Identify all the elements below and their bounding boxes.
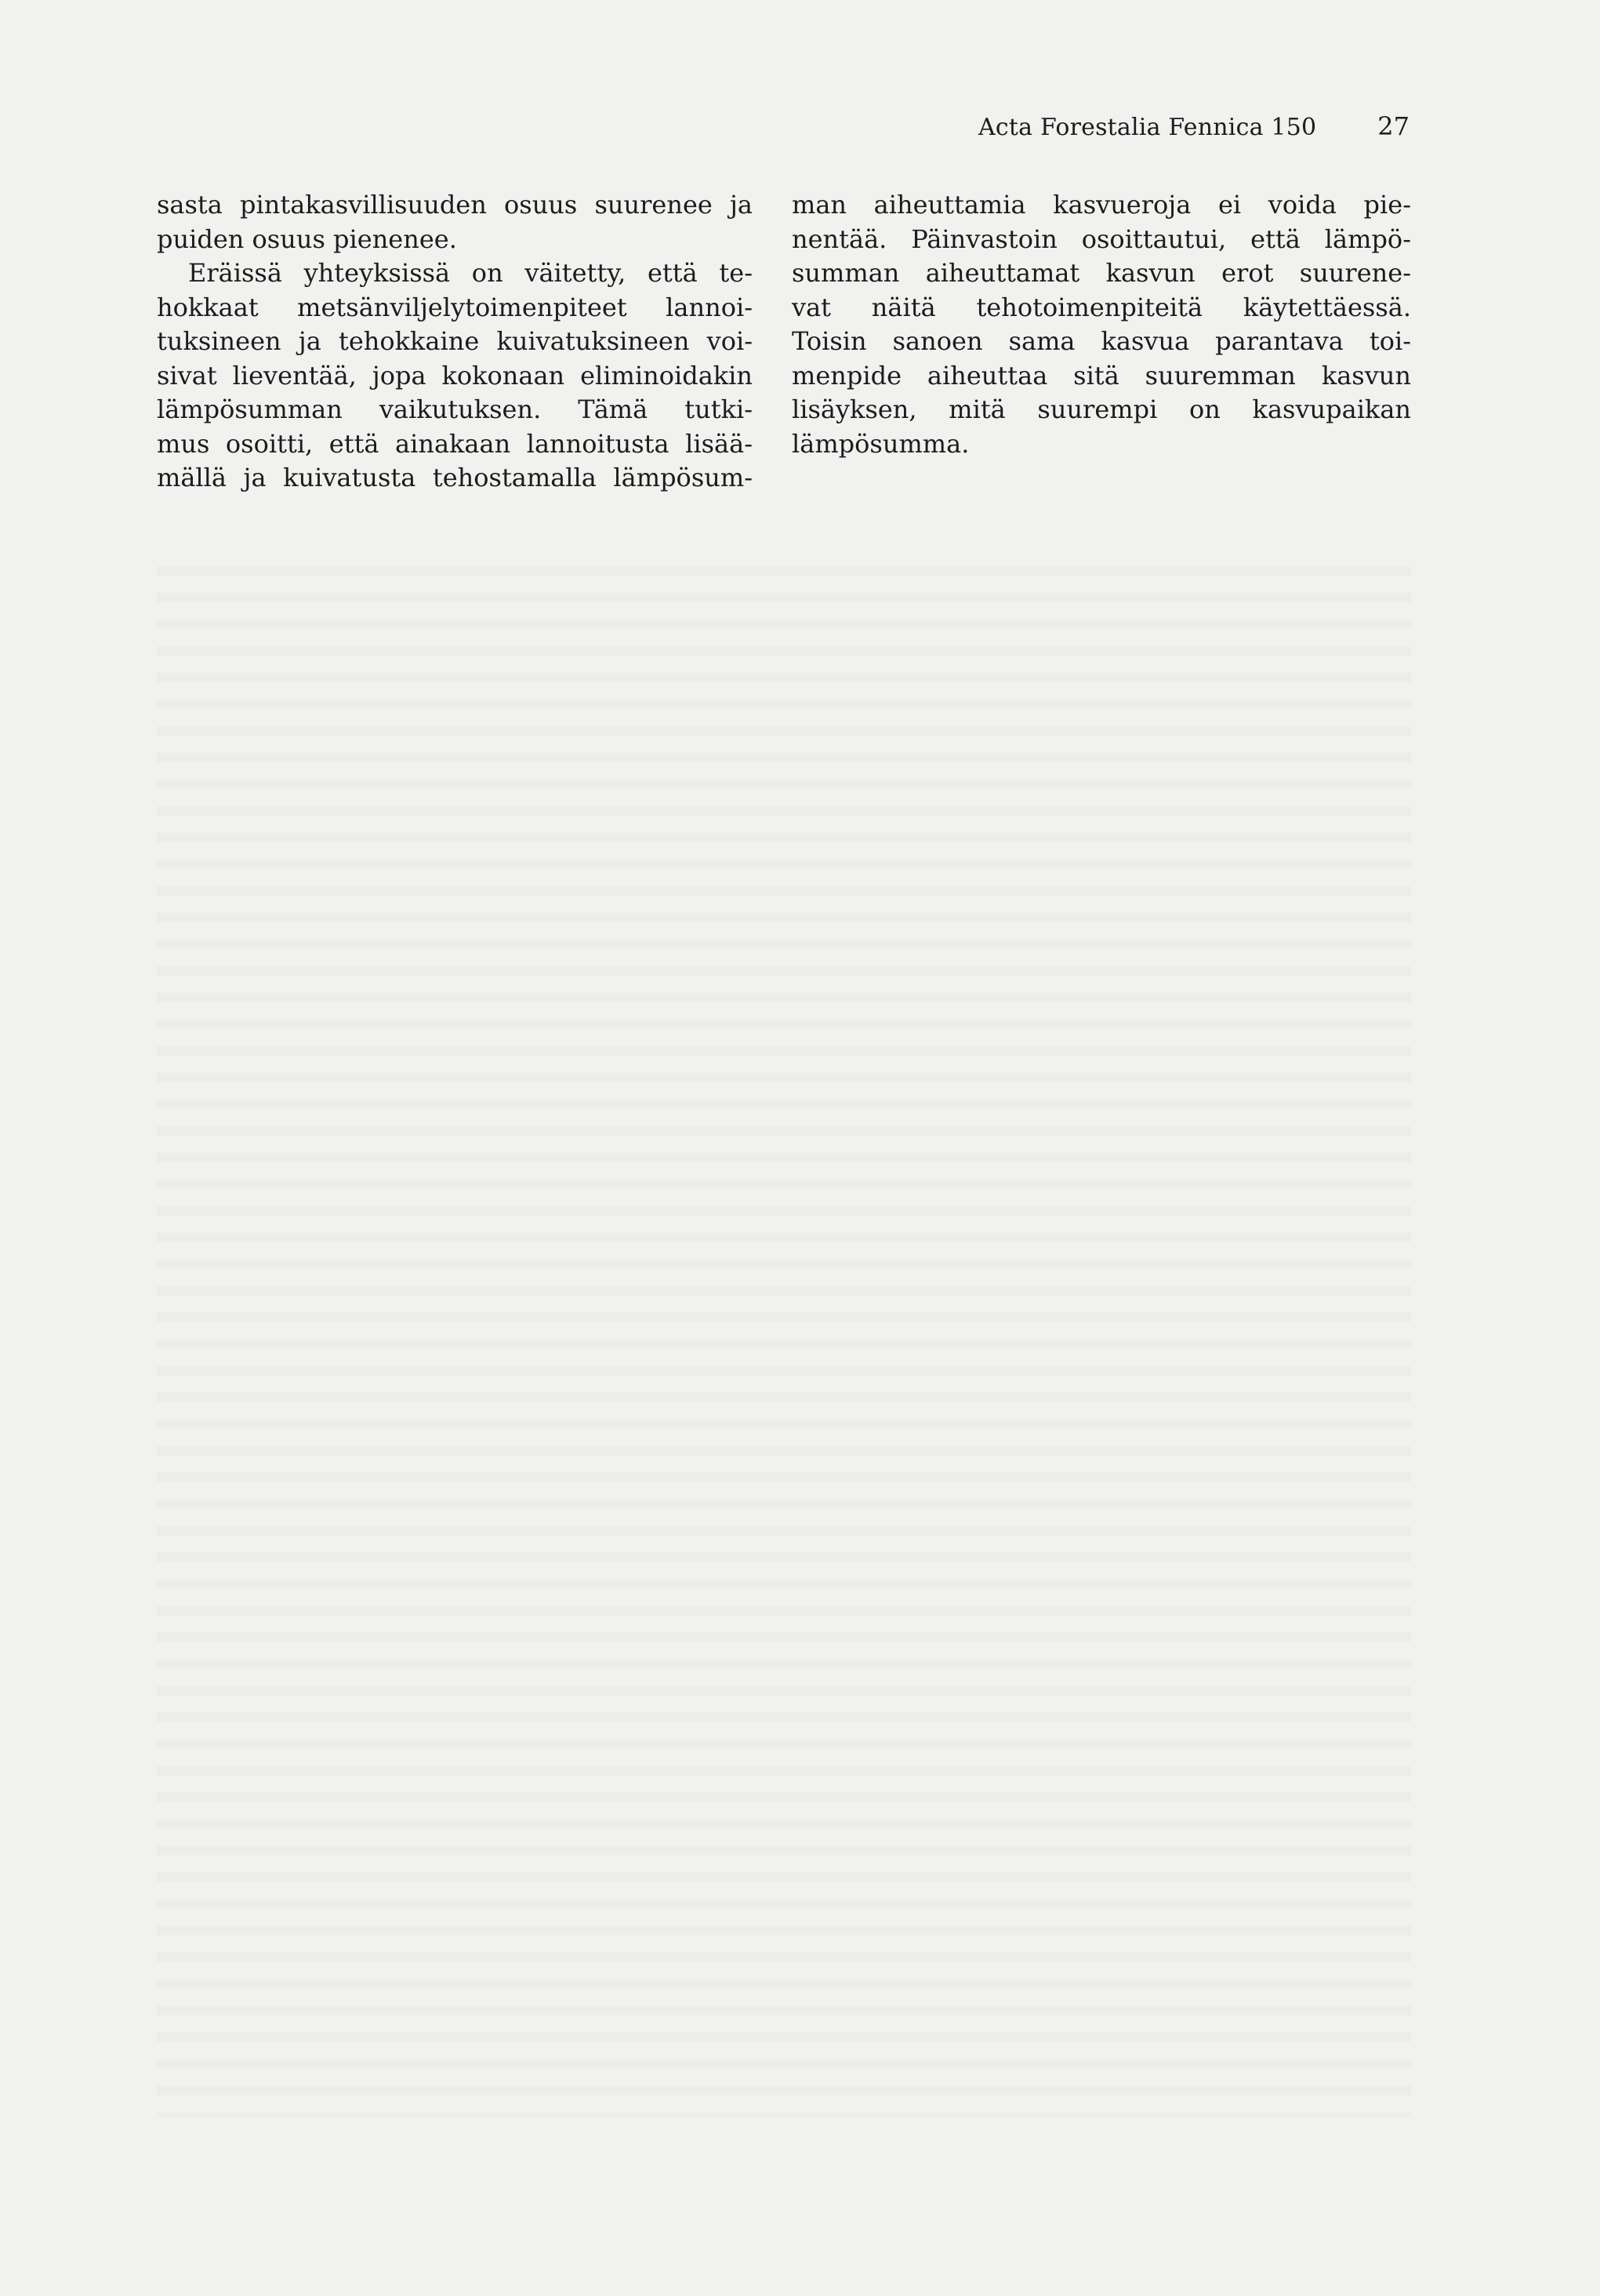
running-header — [978, 111, 1410, 151]
text-line: puiden osuus pienenee. — [157, 223, 457, 254]
reverse-page-bleed-through — [157, 549, 1411, 2117]
journal-title: Acta Forestalia Fennica 150 — [978, 114, 1317, 141]
text-line: tuksineen ja tehokkaine kuivatuksineen voi- — [157, 326, 753, 356]
text-line: menpide aiheuttaa sitä suuremman kasvun — [792, 360, 1411, 391]
text-line: hokkaat metsänviljelytoimenpiteet lannoi- — [157, 292, 753, 322]
text-line: lämpösumma. — [792, 428, 970, 459]
right-text-column — [792, 188, 1411, 461]
text-line: sivat lieventää, jopa kokonaan eliminoidakin — [157, 360, 753, 391]
text-line: Eräissä yhteyksissä on väitetty, että te- — [188, 258, 753, 288]
text-line: Toisin sanoen sama kasvua parantava toi- — [792, 326, 1411, 356]
text-line: man aiheuttamia kasvueroja ei voida pie- — [792, 190, 1411, 220]
page-number: 27 — [1377, 111, 1410, 141]
text-line: mus osoitti, että ainakaan lannoitusta lisää- — [157, 428, 753, 459]
text-line: summan aiheuttamat kasvun erot suurene- — [792, 258, 1411, 288]
text-line: lämpösumman vaikutuksen. Tämä tutki- — [157, 394, 753, 424]
left-text-column — [157, 188, 753, 496]
text-line: mällä ja kuivatusta tehostamalla lämpösum- — [157, 463, 753, 492]
text-line: vat näitä tehotoimenpiteitä käytettäessä. — [792, 292, 1411, 322]
text-line: nentää. Päinvastoin osoittautui, että lämpö- — [792, 223, 1411, 254]
text-line: sasta pintakasvillisuuden osuus suurenee ja — [157, 190, 753, 220]
text-line: lisäyksen, mitä suurempi on kasvupaikan — [792, 394, 1411, 424]
